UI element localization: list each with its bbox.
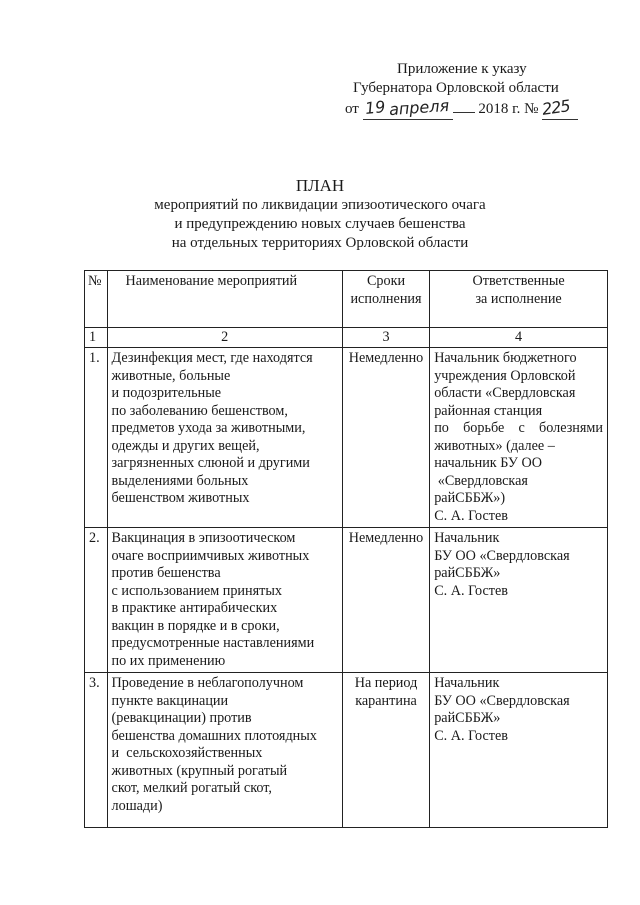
title-line3: на отдельных территориях Орловской области <box>171 235 469 251</box>
date-prefix: от <box>345 101 359 117</box>
table-header-row <box>85 271 608 328</box>
plan-table <box>84 270 608 828</box>
name-line: выделениями больных <box>111 472 249 489</box>
row-name <box>107 673 342 828</box>
header-name: Наименование мероприятий <box>107 271 342 328</box>
row-num: 1. <box>85 348 108 528</box>
row-num: 3. <box>85 673 108 828</box>
year-text: 2018 г. № <box>478 101 539 117</box>
date-blank <box>363 95 453 120</box>
document-title <box>0 176 640 253</box>
resp-line: Начальник <box>434 530 500 546</box>
resp-line: БУ ОО «Свердловская <box>434 547 570 564</box>
name-line: с использованием принятых <box>111 582 282 599</box>
header-term-line2: исполнения <box>350 290 422 307</box>
name-line: пункте вакцинации <box>111 692 229 709</box>
table-index-row <box>85 328 608 348</box>
index-cell-4: 4 <box>430 328 608 348</box>
handwritten-number: 225 <box>540 96 571 119</box>
name-line: бешенства домашних плотоядных <box>111 727 317 744</box>
resp-line: животных» (далее – <box>434 437 555 454</box>
header-resp <box>430 271 608 328</box>
name-line: животных (крупный рогатый <box>111 762 288 779</box>
table-row <box>85 673 608 828</box>
resp-line: Начальник бюджетного <box>434 350 577 366</box>
appendix-block <box>345 60 585 120</box>
number-blank <box>542 98 578 120</box>
name-line: Вакцинация в эпизоотическом <box>111 530 296 546</box>
resp-line: по борьбе с болезнями <box>434 420 603 436</box>
resp-line: начальник БУ ОО <box>434 455 542 471</box>
header-resp-line2: за исполнение <box>475 290 562 307</box>
name-line: (ревакцинации) против <box>111 710 252 726</box>
name-line: животные, больные <box>111 367 231 384</box>
term-line: Немедленно <box>348 530 424 546</box>
resp-line: С. А. Гостев <box>434 582 508 599</box>
resp-line: С. А. Гостев <box>434 727 508 744</box>
resp-line: области «Свердловская <box>434 385 576 401</box>
title-line1: мероприятий по ликвидации эпизоотического очага <box>154 197 486 213</box>
resp-line: БУ ОО «Свердловская <box>434 692 570 709</box>
resp-line: районная станция <box>434 402 543 419</box>
name-line: по заболеванию бешенством, <box>111 402 288 419</box>
name-line: лошади) <box>111 797 163 814</box>
table-row <box>85 528 608 673</box>
row-term <box>342 528 429 673</box>
resp-line: райСББЖ» <box>434 565 501 581</box>
index-cell-2: 2 <box>107 328 342 348</box>
row-name <box>107 348 342 528</box>
name-line: и подозрительные <box>111 385 222 401</box>
row-term <box>342 673 429 828</box>
date-blank-tail <box>453 112 475 113</box>
row-num: 2. <box>85 528 108 673</box>
name-line: в практике антирабических <box>111 600 278 616</box>
name-line: бешенством животных <box>111 490 250 506</box>
appendix-date-line <box>345 95 585 120</box>
appendix-line1: Приложение к указу <box>397 61 527 77</box>
title-line2: и предупреждению новых случаев бешенства <box>174 216 466 232</box>
row-term <box>342 348 429 528</box>
name-line: Дезинфекция мест, где находятся <box>111 350 313 366</box>
resp-line: райСББЖ» <box>434 710 501 726</box>
table-row <box>85 348 608 528</box>
header-term-line1: Сроки <box>366 273 406 289</box>
header-resp-line1: Ответственные <box>472 273 565 289</box>
name-line: предусмотренные наставлениями <box>111 635 315 651</box>
name-line: Проведение в неблагополучном <box>111 675 304 691</box>
index-cell-1: 1 <box>85 328 108 348</box>
resp-line: «Свердловская <box>434 472 528 489</box>
handwritten-month: апреля <box>388 95 450 120</box>
row-resp <box>430 348 608 528</box>
resp-line: райСББЖ») <box>434 490 506 506</box>
name-line: вакцин в порядке и в сроки, <box>111 617 280 634</box>
header-num: № <box>85 271 108 328</box>
title-heading: ПЛАН <box>295 176 345 195</box>
resp-line: Начальник <box>434 675 500 691</box>
resp-line: С. А. Гостев <box>434 507 508 524</box>
name-line: против бешенства <box>111 565 221 581</box>
name-line: очаге восприимчивых животных <box>111 547 310 564</box>
row-resp <box>430 528 608 673</box>
name-line: скот, мелкий рогатый скот, <box>111 780 272 796</box>
name-line: загрязненных слюной и другими <box>111 455 310 471</box>
term-line: Немедленно <box>348 350 424 366</box>
name-line: по их применению <box>111 652 226 669</box>
name-line: и сельскохозяйственных <box>111 745 263 761</box>
row-name <box>107 528 342 673</box>
handwritten-day: 19 <box>363 96 386 119</box>
term-line: карантина <box>355 692 417 709</box>
row-resp <box>430 673 608 828</box>
name-line: одежды и других вещей, <box>111 437 260 454</box>
resp-line: учреждения Орловской <box>434 367 576 384</box>
name-line: предметов ухода за животными, <box>111 420 306 436</box>
appendix-line2: Губернатора Орловской области <box>353 80 559 96</box>
term-line: На период <box>354 675 418 691</box>
header-term <box>342 271 429 328</box>
index-cell-3: 3 <box>342 328 429 348</box>
